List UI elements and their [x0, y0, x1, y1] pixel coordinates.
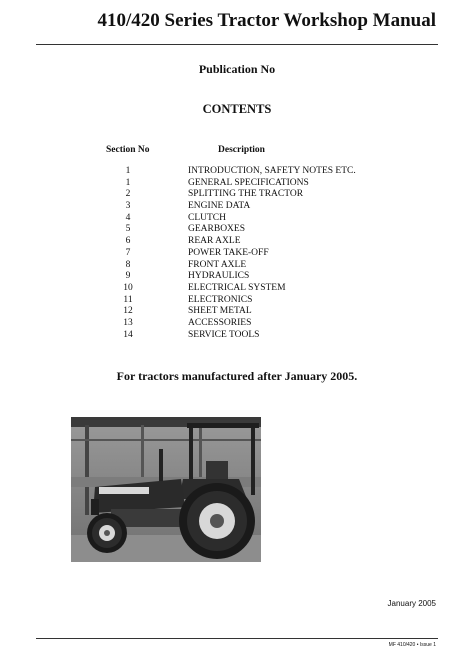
section-number: 9 [125, 271, 131, 282]
contents-row [100, 213, 400, 225]
contents-row [100, 248, 400, 260]
section-number: 10 [123, 282, 133, 293]
issue-label: MF 410/420 • Issue 1 [388, 642, 436, 648]
section-number: 12 [123, 306, 133, 317]
section-description: ELECTRICAL SYSTEM [188, 282, 286, 293]
section-description: FRONT AXLE [188, 259, 247, 270]
section-description: HYDRAULICS [188, 271, 250, 282]
section-description: ELECTRONICS [188, 294, 253, 305]
section-number: 6 [125, 236, 131, 247]
document-title: 410/420 Series Tractor Workshop Manual [97, 10, 436, 31]
section-description: REAR AXLE [188, 236, 241, 247]
contents-row [100, 236, 400, 248]
contents-row [100, 189, 400, 201]
section-column-header: Section No [106, 145, 150, 155]
section-number: 7 [125, 247, 131, 258]
section-description: GEARBOXES [188, 224, 246, 235]
section-number: 2 [125, 189, 131, 200]
contents-row [100, 166, 400, 178]
header-divider [36, 44, 438, 45]
contents-row [100, 283, 400, 295]
contents-row [100, 306, 400, 318]
footer-divider [36, 638, 438, 639]
section-description: INTRODUCTION, SAFETY NOTES ETC. [188, 166, 356, 176]
section-number: 1 [125, 166, 131, 176]
contents-row [100, 295, 400, 307]
contents-row [100, 330, 400, 342]
section-description: ENGINE DATA [188, 201, 251, 212]
section-description: POWER TAKE-OFF [188, 247, 269, 258]
section-number: 11 [123, 294, 133, 305]
section-description: SPLITTING THE TRACTOR [188, 189, 304, 200]
contents-row [100, 318, 400, 330]
section-number: 8 [125, 259, 131, 270]
contents-row [100, 224, 400, 236]
section-description: ACCESSORIES [188, 317, 252, 328]
section-description: SERVICE TOOLS [188, 329, 260, 340]
contents-table [100, 166, 400, 341]
tractor-photo [71, 417, 261, 562]
section-description: GENERAL SPECIFICATIONS [188, 177, 309, 188]
section-description: SHEET METAL [188, 306, 252, 317]
contents-row [100, 201, 400, 213]
publication-date: January 2005 [387, 599, 436, 608]
section-number: 14 [123, 329, 133, 340]
contents-heading: CONTENTS [202, 102, 272, 116]
section-number: 3 [125, 201, 131, 212]
publication-number-label: Publication No [198, 62, 276, 76]
section-number: 5 [125, 224, 131, 235]
contents-row [100, 271, 400, 283]
contents-row [100, 178, 400, 190]
section-description: CLUTCH [188, 212, 226, 223]
description-column-header: Description [218, 145, 265, 155]
contents-row [100, 260, 400, 272]
section-number: 13 [123, 317, 133, 328]
manufactured-note: For tractors manufactured after January 2005. [116, 369, 358, 383]
section-number: 4 [125, 212, 131, 223]
section-number: 1 [125, 177, 131, 188]
